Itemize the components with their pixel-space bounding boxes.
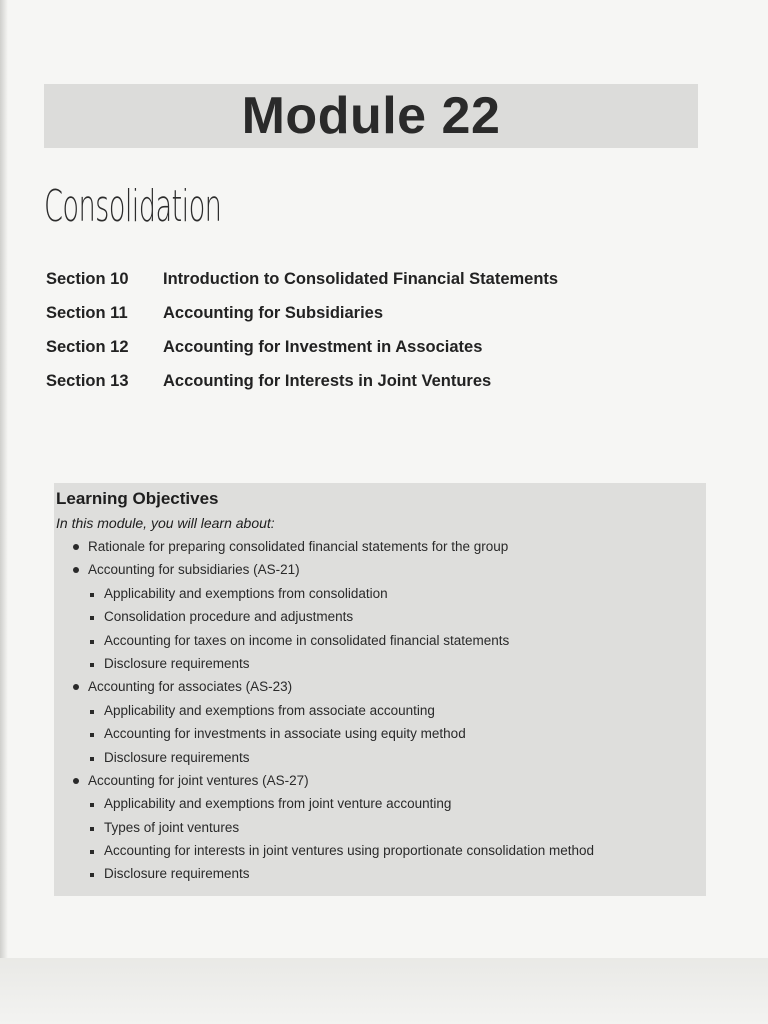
section-title: Accounting for Investment in Associates bbox=[163, 337, 483, 356]
objective-text: Types of joint ventures bbox=[104, 819, 240, 835]
objective-text: Accounting for taxes on income in consolidated financial statements bbox=[104, 632, 510, 648]
section-number: Section 11 bbox=[46, 303, 128, 322]
objective-text: Accounting for subsidiaries (AS-21) bbox=[88, 562, 300, 578]
section-list bbox=[46, 262, 646, 398]
objective-subitem bbox=[72, 629, 692, 652]
objective-item bbox=[72, 535, 692, 558]
objective-item bbox=[72, 769, 692, 792]
objective-text: Accounting for joint ventures (AS-27) bbox=[88, 772, 309, 788]
square-bullet-icon bbox=[90, 663, 94, 667]
module-banner bbox=[44, 84, 698, 148]
objective-subitem bbox=[72, 605, 692, 628]
square-bullet-icon bbox=[90, 757, 94, 761]
objective-text: Accounting for interests in joint ventures using proportionate consolidation method bbox=[104, 843, 595, 859]
section-row bbox=[46, 330, 646, 364]
objectives-list bbox=[72, 535, 692, 886]
objective-text: Disclosure requirements bbox=[104, 655, 250, 671]
round-bullet-icon bbox=[73, 684, 79, 690]
objective-text: Rationale for preparing consolidated financial statements for the group bbox=[88, 539, 509, 554]
module-title: Module 22 bbox=[241, 87, 501, 145]
objective-subitem bbox=[72, 792, 692, 815]
objective-text: Disclosure requirements bbox=[104, 866, 250, 882]
square-bullet-icon bbox=[90, 593, 94, 597]
section-row bbox=[46, 364, 646, 398]
section-title: Introduction to Consolidated Financial Statements bbox=[163, 269, 559, 288]
page-bottom-margin bbox=[0, 958, 768, 1024]
objective-text: Consolidation procedure and adjustments bbox=[104, 609, 354, 625]
round-bullet-icon bbox=[73, 544, 79, 550]
square-bullet-icon bbox=[90, 850, 94, 854]
square-bullet-icon bbox=[90, 733, 94, 737]
square-bullet-icon bbox=[90, 873, 94, 877]
section-title: Accounting for Interests in Joint Ventures bbox=[163, 371, 492, 390]
section-row bbox=[46, 262, 646, 296]
objective-subitem bbox=[72, 862, 692, 885]
round-bullet-icon bbox=[73, 778, 79, 784]
page-edge-shadow bbox=[0, 0, 8, 960]
square-bullet-icon bbox=[90, 827, 94, 831]
square-bullet-icon bbox=[90, 803, 94, 807]
section-row bbox=[46, 296, 646, 330]
objective-text: Applicability and exemptions from associate accounting bbox=[104, 702, 435, 718]
objective-subitem bbox=[72, 722, 692, 745]
objective-subitem bbox=[72, 582, 692, 605]
square-bullet-icon bbox=[90, 640, 94, 644]
objective-text: Accounting for associates (AS-23) bbox=[88, 679, 293, 695]
objective-text: Disclosure requirements bbox=[104, 749, 250, 765]
objective-subitem bbox=[72, 652, 692, 675]
section-title: Accounting for Subsidiaries bbox=[163, 303, 384, 322]
round-bullet-icon bbox=[73, 567, 79, 573]
objective-item bbox=[72, 558, 692, 581]
objective-text: Applicability and exemptions from joint venture accounting bbox=[104, 796, 452, 812]
objective-subitem bbox=[72, 699, 692, 722]
objectives-intro: In this module, you will learn about: bbox=[56, 515, 275, 531]
objective-text: Applicability and exemptions from consolidation bbox=[104, 585, 388, 601]
objective-subitem bbox=[72, 746, 692, 769]
section-number: Section 10 bbox=[46, 269, 129, 288]
learning-objectives-box bbox=[54, 483, 706, 896]
objective-text: Accounting for investments in associate using equity method bbox=[104, 726, 466, 742]
section-number: Section 12 bbox=[46, 337, 129, 356]
objective-subitem bbox=[72, 839, 692, 862]
objectives-heading: Learning Objectives bbox=[56, 489, 219, 508]
square-bullet-icon bbox=[90, 616, 94, 620]
objective-item bbox=[72, 675, 692, 698]
objective-subitem bbox=[72, 816, 692, 839]
square-bullet-icon bbox=[90, 710, 94, 714]
chapter-title: Consolidation bbox=[44, 181, 222, 232]
section-number: Section 13 bbox=[46, 371, 129, 390]
